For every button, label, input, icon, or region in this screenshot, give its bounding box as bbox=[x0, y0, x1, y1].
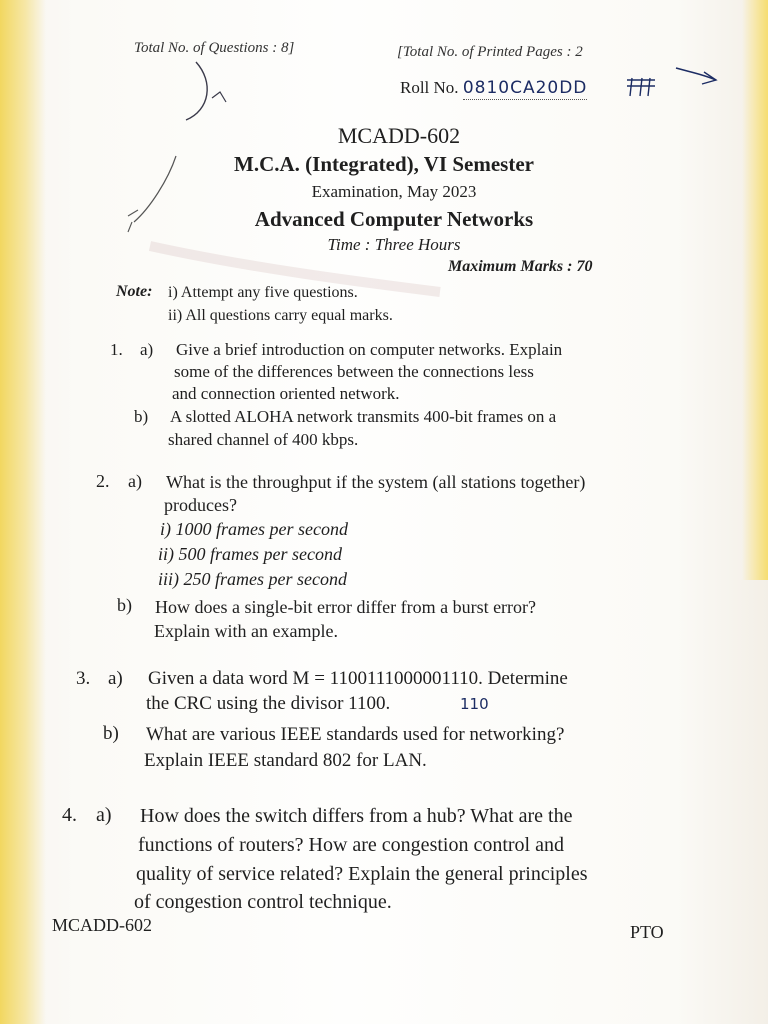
note-item-2: ii) All questions carry equal marks. bbox=[168, 307, 393, 324]
pen-stroke-diagonal bbox=[134, 156, 176, 222]
q1-b-label: b) bbox=[134, 407, 149, 426]
total-questions: Total No. of Questions : 8] bbox=[134, 40, 295, 56]
roll-number-value: 0810CA20DD bbox=[462, 78, 588, 98]
subject-title: Advanced Computer Networks bbox=[254, 207, 534, 231]
total-printed-pages: [Total No. of Printed Pages : 2 bbox=[397, 44, 583, 60]
pen-stroke-bracket bbox=[186, 62, 207, 120]
maximum-marks: Maximum Marks : 70 bbox=[448, 258, 593, 275]
roll-number-label: Roll No. bbox=[400, 78, 459, 97]
pen-stroke-caret bbox=[212, 92, 226, 102]
programme-title: M.C.A. (Integrated), VI Semester bbox=[234, 152, 534, 176]
note-label: Note: bbox=[116, 283, 153, 300]
q1-a-line-1: Give a brief introduction on computer networks. Explain bbox=[176, 340, 563, 359]
examination-session: Examination, May 2023 bbox=[311, 182, 477, 201]
q3-a-line-2: the CRC using the divisor 1100. bbox=[146, 693, 391, 714]
q2-b-label: b) bbox=[117, 595, 132, 615]
q1-b-line-2: shared channel of 400 kbps. bbox=[168, 430, 359, 449]
q1-a-label: a) bbox=[140, 340, 154, 359]
q3-a-line-1: Given a data word M = 1100111000001110. Determine bbox=[148, 668, 568, 689]
q2-number: 2. bbox=[96, 471, 110, 491]
q3-b-line-1: What are various IEEE standards used for networking? bbox=[146, 724, 565, 745]
q3-a-label: a) bbox=[108, 668, 123, 689]
q3-b-line-2: Explain IEEE standard 802 for LAN. bbox=[144, 750, 427, 771]
q4-a-line-4: of congestion control technique. bbox=[134, 891, 392, 913]
q3-handwritten-note: 110 bbox=[460, 695, 489, 713]
q2-a-line-1: What is the throughput if the system (all stations together) bbox=[166, 472, 586, 492]
q2-a-sub-item-3: iii) 250 frames per second bbox=[158, 569, 347, 589]
q1-a-line-2: some of the differences between the connections less bbox=[174, 362, 534, 381]
q4-a-line-1: How does the switch differs from a hub? What are the bbox=[140, 805, 573, 827]
q2-b-line-2: Explain with an example. bbox=[154, 621, 338, 641]
q1-number: 1. bbox=[110, 340, 123, 359]
q1-a-line-3: and connection oriented network. bbox=[172, 384, 400, 403]
note-item-1: i) Attempt any five questions. bbox=[168, 284, 358, 301]
pen-stroke-tick bbox=[128, 210, 138, 232]
faint-stain bbox=[150, 246, 440, 292]
footer-pto: PTO bbox=[630, 922, 664, 942]
q2-a-label: a) bbox=[128, 471, 142, 491]
q2-a-sub-item-1: i) 1000 frames per second bbox=[160, 519, 348, 539]
q4-a-label: a) bbox=[96, 804, 112, 826]
q4-a-line-2: functions of routers? How are congestion control and bbox=[138, 834, 564, 856]
q1-b-line-1: A slotted ALOHA network transmits 400-bit frames on a bbox=[170, 407, 557, 426]
q2-b-line-1: How does a single-bit error differ from a burst error? bbox=[155, 597, 537, 617]
q2-a-sub-item-2: ii) 500 frames per second bbox=[158, 544, 342, 564]
pen-stroke-arrow bbox=[676, 68, 716, 80]
footer-paper-code: MCADD-602 bbox=[52, 915, 153, 935]
q3-number: 3. bbox=[76, 668, 91, 689]
paper-code: MCADD-602 bbox=[337, 123, 461, 148]
pen-scribble-roll-suffix bbox=[627, 78, 655, 96]
q3-b-label: b) bbox=[103, 723, 119, 744]
time-allowed: Time : Three Hours bbox=[327, 235, 461, 254]
q4-number: 4. bbox=[62, 804, 77, 826]
q4-a-line-3: quality of service related? Explain the general principles bbox=[136, 863, 588, 885]
q2-a-line-2: produces? bbox=[164, 495, 237, 515]
